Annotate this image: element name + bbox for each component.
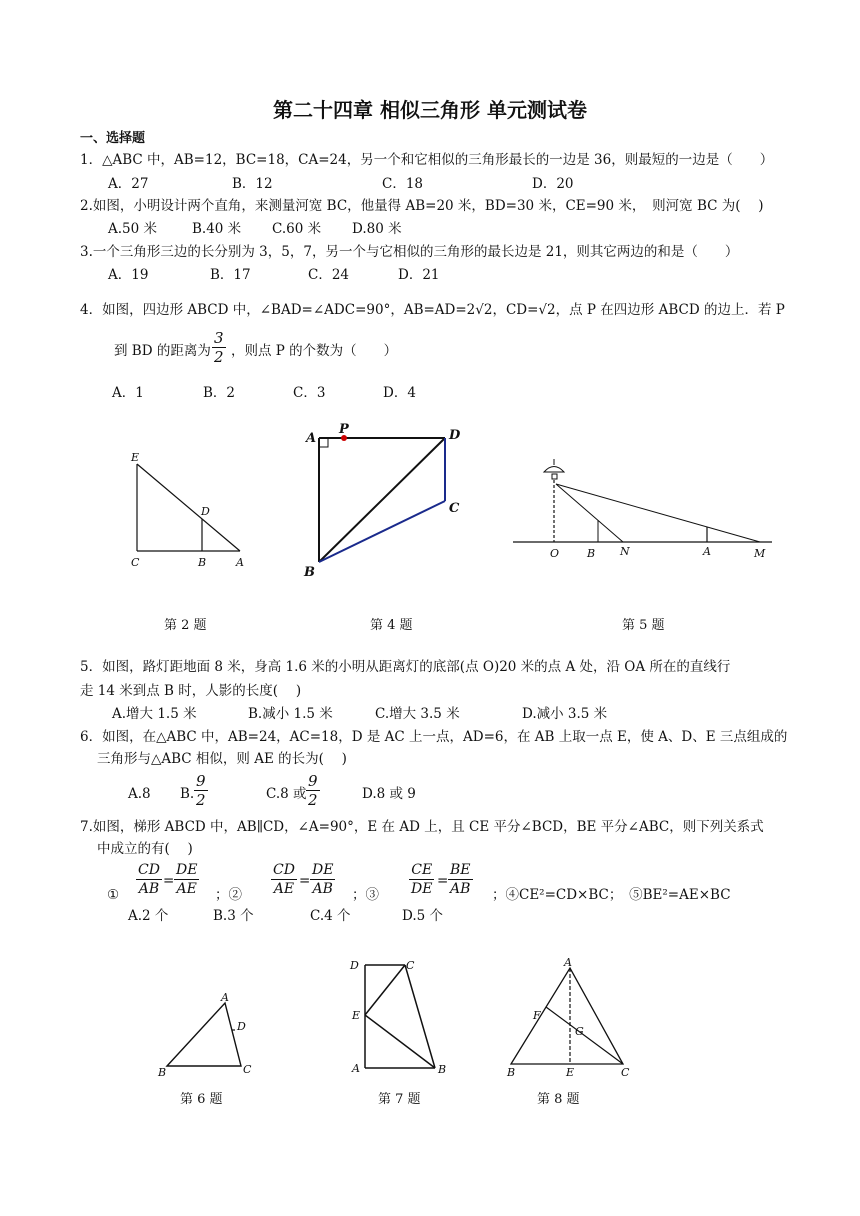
q4-option-c[interactable]: C．3: [293, 385, 326, 401]
fig5-caption: 第 5 题: [622, 618, 665, 633]
fig7-caption: 第 7 题: [378, 1092, 421, 1107]
q1-option-d[interactable]: D．20: [532, 176, 574, 192]
fig2-label-a: A: [236, 556, 244, 569]
q2-option-a[interactable]: A.50 米: [108, 221, 158, 237]
figure-2: [125, 448, 255, 573]
q5-option-b[interactable]: B.减小 1.5 米: [248, 706, 333, 722]
q7-sep2: ；③: [352, 887, 379, 903]
fig7-label-d: D: [350, 959, 359, 972]
q7-f1-right: [174, 861, 199, 898]
q7-option-d[interactable]: D.5 个: [402, 908, 444, 924]
fig6-label-b: B: [158, 1066, 167, 1079]
fig4-label-p: P: [339, 422, 349, 437]
fig6-label-a: A: [221, 991, 229, 1004]
q4-line2-post: ，则点 P 的个数为（ ）: [231, 343, 398, 359]
q4-option-b[interactable]: B．2: [203, 385, 236, 401]
fig4-label-c: C: [449, 501, 460, 516]
fig5-label-a: A: [703, 545, 711, 558]
q6-c-num: 9: [308, 772, 318, 790]
q7-f3-left: [409, 861, 434, 898]
q1-option-c[interactable]: C．18: [382, 176, 424, 192]
fig8-label-g: G: [575, 1025, 584, 1038]
q6-c-den: 2: [308, 791, 318, 809]
q1-option-a[interactable]: A．27: [108, 176, 149, 192]
fig8-label-f: F: [533, 1009, 541, 1022]
q7-line2: 中成立的有( ): [97, 841, 193, 857]
figure-8: [500, 955, 640, 1080]
q4-line2-pre: 到 BD 的距离为: [114, 343, 211, 359]
q7-option-b[interactable]: B.3 个: [213, 908, 254, 924]
fig2-label-e: E: [131, 451, 140, 464]
q5-option-a[interactable]: A.增大 1.5 米: [112, 706, 197, 722]
page-title: 第二十四章 相似三角形 单元测试卷: [273, 98, 587, 122]
fig6-label-d: D: [237, 1020, 246, 1033]
q7-option-a[interactable]: A.2 个: [128, 908, 169, 924]
q7-f2-eq: =: [299, 873, 311, 889]
q7-line1: 7.如图，梯形 ABCD 中，AB∥CD，∠A=90°，E 在 AD 上，且 CE 平分∠BCD，BE 平分∠ABC，则下列关系式: [80, 819, 764, 835]
fig7-label-b: B: [438, 1063, 447, 1076]
fig8-label-c: C: [621, 1066, 630, 1079]
q6-option-c-fraction: [306, 772, 320, 809]
q2-option-c[interactable]: C.60 米: [272, 221, 322, 237]
fig5-label-m: M: [754, 547, 766, 560]
fig6-caption: 第 6 题: [180, 1092, 223, 1107]
q7-f3-left-den: DE: [411, 881, 433, 897]
q6-option-c[interactable]: C.8 或: [266, 786, 307, 802]
fig7-label-a: A: [352, 1062, 360, 1075]
q3-option-c[interactable]: C．24: [308, 267, 350, 283]
fig4-label-d: D: [449, 428, 461, 443]
q6-line2: 三角形与△ABC 相似，则 AE 的长为( ): [97, 751, 347, 767]
q7-f3-right-num: BE: [450, 862, 471, 878]
q5-option-c[interactable]: C.增大 3.5 米: [375, 706, 460, 722]
q7-f1-eq: =: [163, 873, 175, 889]
section-heading: 一、选择题: [80, 131, 146, 146]
q7-item1-marker: ①: [107, 887, 120, 903]
q2-option-d[interactable]: D.80 米: [352, 221, 402, 237]
q7-f3-left-num: CE: [409, 861, 434, 880]
q2-stem: 2.如图，小明设计两个直角，来测量河宽 BC，他量得 AB=20 米，BD=30 米，CE=90 米， 则河宽 BC 为( ): [80, 198, 764, 214]
q7-f2-right-num: DE: [312, 862, 334, 878]
fig4-label-b: B: [304, 565, 315, 580]
fig8-label-e: E: [566, 1066, 575, 1079]
q6-b-num: 9: [196, 772, 206, 790]
fig2-label-d: D: [201, 505, 210, 518]
q3-option-a[interactable]: A．19: [108, 267, 149, 283]
fig8-caption: 第 8 题: [537, 1092, 580, 1107]
q7-f1-left-den: AB: [138, 881, 160, 897]
q7-f2-left-num: CD: [273, 862, 295, 878]
q5-option-d[interactable]: D.减小 3.5 米: [522, 706, 608, 722]
q7-f1-left-num: CD: [138, 862, 160, 878]
fig7-label-c: C: [406, 959, 415, 972]
fig2-label-b: B: [198, 556, 207, 569]
q7-f3-right: [448, 861, 473, 898]
q6-option-b-fraction: [194, 772, 208, 809]
q7-items-tail: ；④CE²=CD×BC； ⑤BE²=AE×BC: [492, 887, 731, 903]
q6-b-den: 2: [196, 791, 206, 809]
fig2-caption: 第 2 题: [164, 618, 207, 633]
q4-frac-num: 3: [214, 329, 224, 347]
q7-f1-right-num: DE: [176, 862, 198, 878]
q6-option-a[interactable]: A.8: [128, 786, 151, 802]
q3-stem: 3.一个三角形三边的长分别为 3，5，7，另一个与它相似的三角形的最长边是 21，则其它两边的和是（ ）: [80, 244, 739, 260]
fig6-label-c: C: [243, 1063, 252, 1076]
fig4-caption: 第 4 题: [370, 618, 413, 633]
fig5-label-b: B: [587, 547, 596, 560]
fig7-label-e: E: [352, 1009, 361, 1022]
q7-f3-right-den: AB: [450, 881, 471, 897]
q6-option-b[interactable]: B.: [180, 786, 195, 802]
q7-option-c[interactable]: C.4 个: [310, 908, 351, 924]
figure-4: [300, 422, 470, 582]
fig5-label-o: O: [550, 547, 560, 560]
fig5-label-n: N: [620, 545, 630, 558]
q7-f3-eq: =: [437, 873, 449, 889]
q4-option-d[interactable]: D．4: [383, 385, 416, 401]
q4-fraction: [212, 329, 226, 366]
q4-line1: 4．如图，四边形 ABCD 中，∠BAD=∠ADC=90°，AB=AD=2√2，CD=√2，点 P 在四边形 ABCD 的边上．若 P: [80, 302, 785, 318]
figure-7: [340, 955, 460, 1080]
fig8-label-b: B: [507, 1066, 516, 1079]
q7-f2-right: [310, 861, 335, 898]
q1-option-b[interactable]: B．12: [232, 176, 273, 192]
q4-frac-den: 2: [214, 348, 224, 366]
q7-f2-left: [271, 861, 297, 898]
q6-option-d[interactable]: D.8 或 9: [362, 786, 416, 802]
figure-6: [155, 988, 265, 1078]
q5-line1: 5．如图，路灯距地面 8 米，身高 1.6 米的小明从距离灯的底部(点 O)20 米的点 A 处，沿 OA 所在的直线行: [80, 659, 731, 675]
fig2-label-c: C: [131, 556, 140, 569]
q5-line2: 走 14 米到点 B 时，人影的长度( ): [80, 683, 302, 699]
q6-line1: 6．如图，在△ABC 中，AB=24，AC=18，D 是 AC 上一点，AD=6，在 AB 上取一点 E，使 A、D、E 三点组成的: [80, 729, 788, 745]
figure-5: [510, 456, 775, 566]
fig8-label-a: A: [564, 956, 572, 969]
q7-sep1: ；②: [215, 887, 242, 903]
q3-option-b[interactable]: B．17: [210, 267, 251, 283]
q3-option-d[interactable]: D．21: [398, 267, 440, 283]
q7-f1-left: [136, 861, 162, 898]
q4-option-a[interactable]: A．1: [112, 385, 144, 401]
q7-f2-left-den: AE: [273, 881, 295, 897]
q7-f1-right-den: AE: [176, 881, 197, 897]
q7-f2-right-den: AB: [312, 881, 333, 897]
q2-option-b[interactable]: B.40 米: [192, 221, 242, 237]
q1-stem: 1．△ABC 中，AB=12，BC=18，CA=24，另一个和它相似的三角形最长的一边是 36，则最短的一边是（ ）: [80, 152, 774, 168]
fig4-label-a: A: [306, 431, 317, 446]
